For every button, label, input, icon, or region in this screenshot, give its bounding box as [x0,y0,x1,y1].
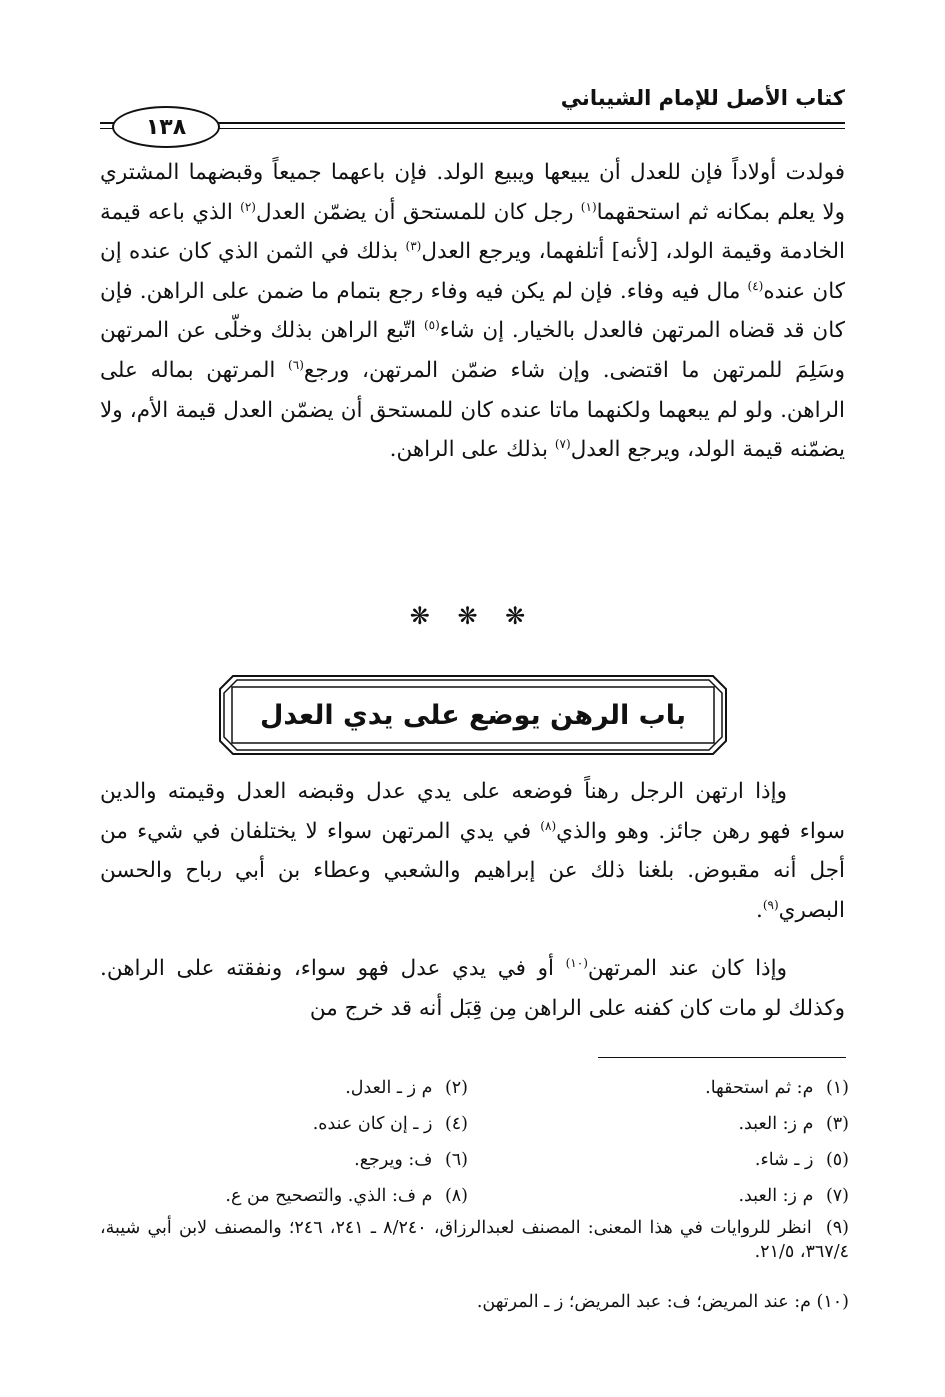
footnote-7 [738,1184,849,1208]
paragraph-3 [100,949,845,1028]
footnote-3 [738,1112,849,1136]
footnote-1 [705,1076,849,1100]
running-header-title: كتاب الأصل للإمام الشيباني [560,86,845,110]
footnote-number: (٩) [825,1218,849,1238]
footnote-text: ز ـ شاء. [754,1150,814,1170]
footnote-5 [755,1148,849,1172]
footnote-2 [345,1076,468,1100]
footnote-number: (٣) [825,1114,849,1134]
page-number-badge [112,106,220,148]
footnote-text: م ز ـ العدل. [345,1078,433,1098]
text-run: بذلك في الثمن الذي كان عنده إن كان عنده [100,239,845,304]
section-separator: ❋ ❋ ❋ [409,602,536,630]
footnote-number: (٦) [444,1150,468,1170]
footnote-ref-3[interactable]: (٣) [405,239,422,254]
footnote-ref-10[interactable]: (١٠) [565,955,588,970]
chapter-title: باب الرهن يوضع على يدي العدل [259,699,687,731]
text-run: فولدت أولاداً فإن للعدل أن يبيعها ويبيع الولد. فإن باعهما جميعاً وقبضهما المشتري ولا يعلم بمكانه ثم استحقهما [100,160,845,225]
text-run: مال فيه وفاء. فإن لم يكن فيه وفاء رجع بتمام ما ضمن على الراهن. فإن كان قد قضاه المرتهن فالعدل بالخيار. إن شاء [100,278,845,344]
text-run: رجل كان للمستحق أن يضمّن العدل [255,199,581,225]
footnote-number: (١) [825,1078,849,1098]
footnote-8 [225,1184,468,1208]
footnote-ref-2[interactable]: (٢) [240,199,256,214]
paragraph-1-text [100,153,845,470]
footnote-number: (١٠) [816,1292,849,1312]
text-run: اتّبع الراهن بذلك وخلّى عن المرتهن وسَلِمَ للمرتهن ما اقتضى. وإن شاء ضمّن المرتهن، ورجع [100,318,845,383]
footnote-text: ز ـ إن كان عنده. [312,1114,433,1134]
footnote-number: (٥) [825,1150,849,1170]
paragraph-2 [100,772,845,930]
footnote-rule [598,1057,846,1058]
footnote-text: م: ثم استحقها. [705,1078,814,1098]
footnote-text: م ز: العبد. [738,1186,814,1206]
page-number: ١٣٨ [145,114,187,140]
text-run: . [755,897,763,923]
text-run: الذي باعه قيمة الخادمة وقيمة الولد، [لأنه] أتلفهما، ويرجع العدل [100,199,845,265]
footnote-ref-8[interactable]: (٨) [540,818,557,833]
footnote-ref-6[interactable]: (٦) [288,357,304,372]
footnote-ref-4[interactable]: (٤) [747,278,764,293]
footnote-9 [100,1216,849,1264]
text-run: في يدي المرتهن سواء لا يختلفان في شيء من أجل أنه مقبوض. بلغنا ذلك عن إبراهيم والشعبي وعطاء بن أبي رباح والحسن البصري [100,818,845,923]
footnote-ref-1[interactable]: (١) [580,199,597,214]
footnote-6 [354,1148,468,1172]
footnote-text: انظر للروايات في هذا المعنى: المصنف لعبدالرزاق، ٨/٢٤٠ ـ ٢٤١، ٢٤٦؛ والمصنف لابن أبي شيبة، ٣٦٧/٤، ٢١/٥. [100,1218,849,1262]
text-run: أو في يدي عدل فهو سواء، ونفقته على الراهن. وكذلك لو مات كان كفنه على الراهن مِن قِبَل أنه قد خرج من [100,956,845,1021]
paragraph-3-text [100,949,845,1028]
footnote-number: (٤) [444,1114,468,1134]
footnote-10 [477,1290,849,1314]
footnote-number: (٧) [825,1186,849,1206]
footnote-4 [313,1112,468,1136]
footnote-number: (٢) [444,1078,468,1098]
footnote-number: (٨) [444,1186,468,1206]
footnote-ref-7[interactable]: (٧) [554,437,571,451]
paragraph-2-text [100,772,845,930]
text-run: وإذا كان عند المرتهن [587,956,787,981]
footnote-text: م: عند المريض؛ ف: عبد المريض؛ ز ـ المرتهن. [476,1292,811,1312]
footnote-ref-5[interactable]: (٥) [423,318,440,333]
text-run: وإذا ارتهن الرجل رهناً فوضعه على يدي عدل وقبضه العدل وقيمته والدين سواء فهو رهن جائز. وهو والذي [100,779,845,844]
text-run: بذلك على الراهن. [389,437,555,463]
footnote-ref-9[interactable]: (٩) [762,897,779,912]
footnote-text: م ز: العبد. [738,1114,814,1134]
footnote-text: ف: ويرجع. [354,1150,433,1170]
paragraph-1 [100,153,845,470]
text-run: المرتهن بماله على الراهن. ولو لم يبعهما ولكنهما ماتا عنده كان للمستحق أن يضمّن العدل قيمة الأم، ولا يضمّنه قيمة الولد، ويرجع العدل [100,357,845,463]
footnote-text: م ف: الذي. والتصحيح من ع. [225,1186,433,1206]
